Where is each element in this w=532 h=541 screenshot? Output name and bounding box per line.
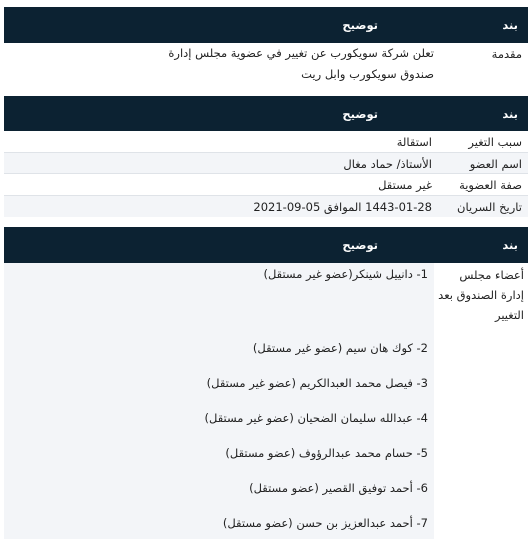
- row-key: أعضاء مجلس إدارة الصندوق بعد التغيير: [434, 263, 528, 539]
- row-value: الأستاذ/ حماد مغال: [343, 156, 432, 171]
- member-item: 6- أحمد توفيق القصير (عضو مستقل): [249, 481, 428, 495]
- table-row: [4, 153, 528, 175]
- table-row: [4, 196, 528, 218]
- table-header: [4, 96, 528, 131]
- table-row: [4, 263, 528, 539]
- table-row: [4, 131, 528, 153]
- row-value: 1443-01-28 الموافق 05-09-2021: [253, 199, 432, 214]
- row-value: [148, 43, 438, 85]
- member-item: 3- فيصل محمد العبدالكريم (عضو غير مستقل): [206, 376, 428, 390]
- member-item: 4- عبدالله سليمان الضحيان (عضو غير مستقل): [204, 411, 428, 425]
- member-item: 5- حسام محمد عبدالرؤوف (عضو مستقل): [225, 446, 428, 460]
- value-line: تعلن شركة سويكورب عن تغيير في عضوية مجلس إدارة: [168, 46, 434, 60]
- table-row: [4, 43, 528, 85]
- member-item: 7- أحمد عبدالعزيز بن حسن (عضو مستقل): [222, 516, 428, 530]
- board-members-table: [4, 227, 528, 539]
- row-key: مقدمة: [491, 47, 522, 61]
- row-key: صفة العضوية: [459, 178, 522, 192]
- members-list: [4, 263, 434, 539]
- intro-table: [4, 7, 528, 85]
- row-value: غير مستقل: [378, 178, 432, 192]
- row-key: سبب التغير: [468, 135, 522, 149]
- header-item: بند: [502, 238, 518, 252]
- row-key: اسم العضو: [469, 156, 522, 171]
- table-header: [4, 7, 528, 43]
- row-key: تاريخ السريان: [457, 199, 522, 214]
- header-item: بند: [502, 106, 518, 121]
- row-value: استقالة: [396, 135, 432, 149]
- member-item: 2- كوك هان سيم (عضو غير مستقل): [252, 341, 428, 355]
- member-item: 1- دانييل شينكر(عضو غير مستقل): [263, 267, 428, 281]
- header-description: توضيح: [342, 18, 378, 32]
- header-item: بند: [502, 18, 518, 32]
- change-details-table: [4, 96, 528, 217]
- table-row: [4, 174, 528, 196]
- header-description: توضيح: [342, 238, 378, 252]
- header-description: توضيح: [342, 106, 378, 121]
- value-line: صندوق سويكورب وابل ريت: [301, 67, 434, 81]
- table-header: [4, 227, 528, 263]
